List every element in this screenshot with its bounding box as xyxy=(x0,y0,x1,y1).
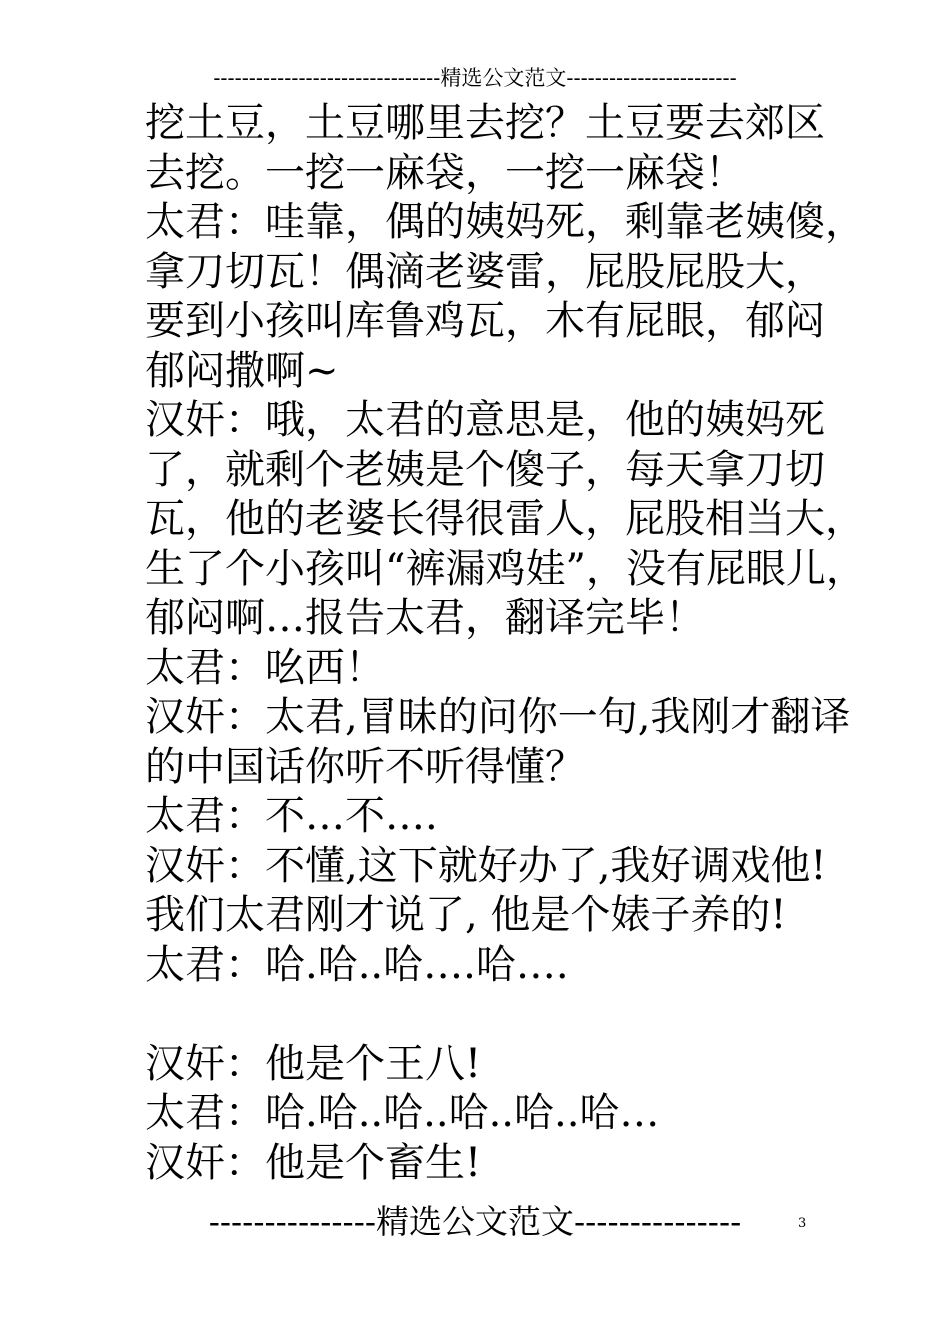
text-line: 汉奸：不懂,这下就好办了,我好调戏他! xyxy=(145,842,827,889)
blank-line xyxy=(145,990,825,1040)
text-line: 挖土豆，土豆哪里去挖？土豆要去郊区 xyxy=(145,100,825,146)
text-line: 拿刀切瓦！偶滴老婆雷，屁股屁股大， xyxy=(145,248,825,295)
text-line: 的中国话你听不听得懂？ xyxy=(145,743,585,790)
text-line: 瓦，他的老婆长得很雷人，屁股相当大， xyxy=(145,496,865,542)
text-line: 太君：不…不…. xyxy=(145,793,438,839)
text-line: 要到小孩叫库鲁鸡瓦，木有屁眼，郁闷 xyxy=(145,298,825,344)
text-line: 生了个小孩叫“裤漏鸡娃”，没有屁眼儿， xyxy=(145,545,866,592)
text-line: 汉奸：太君,冒昧的问你一句,我刚才翻译 xyxy=(145,694,851,740)
text-line: 郁闷撒啊~ xyxy=(145,347,339,394)
text-line: 汉奸：哦，太君的意思是，他的姨妈死 xyxy=(145,397,825,443)
text-line: 郁闷啊…报告太君，翻译完毕！ xyxy=(145,595,705,641)
text-line: 了，就剩个老姨是个傻子，每天拿刀切 xyxy=(145,446,825,493)
text-line: 汉奸：他是个畜生! xyxy=(145,1139,482,1186)
text-line: 太君：吆西！ xyxy=(145,644,385,691)
page-number: 3 xyxy=(798,1216,807,1231)
document-body xyxy=(145,99,866,1188)
text-line: 我们太君刚才说了, 他是个婊子养的! xyxy=(145,892,787,938)
text-line: 太君：哇靠，偶的姨妈死，剩靠老姨傻， xyxy=(145,199,865,245)
page-header: --------------------------------精选公文范文------------------------ xyxy=(213,66,737,90)
text-line: 太君：哈.哈..哈..哈..哈..哈… xyxy=(145,1090,660,1136)
text-line: 太君：哈.哈..哈….哈…. xyxy=(145,941,569,988)
text-line: 汉奸：他是个王八! xyxy=(145,1040,482,1087)
text-line: 去挖。一挖一麻袋，一挖一麻袋！ xyxy=(145,149,745,196)
page-footer: ---------------精选公文范文--------------- xyxy=(208,1202,742,1241)
